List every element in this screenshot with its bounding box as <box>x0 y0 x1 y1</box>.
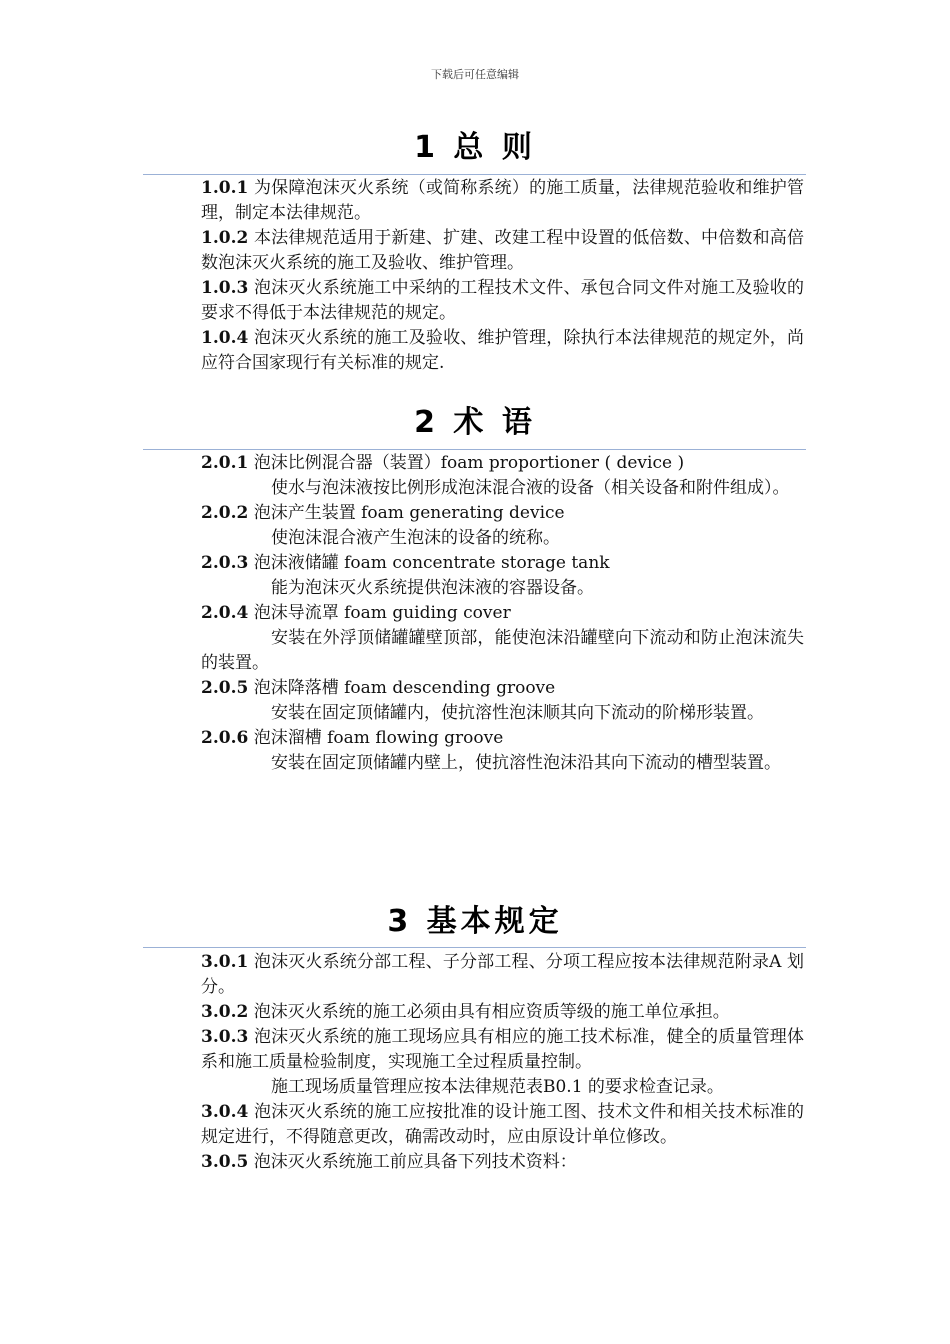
term-2-0-4-head: 2.0.4 泡沫导流罩 foam guiding cover <box>201 603 511 623</box>
clause-3-0-3: 3.0.3 泡沫灭火系统的施工现场应具有相应的施工技术标准，健全的质量管理体系和施工质量检验制度，实现施工全过程质量控制。 <box>201 1027 805 1072</box>
clause-1-0-1: 1.0.1 为保障泡沫灭火系统（或简称系统）的施工质量，法律规范验收和维护管理，制定本法律规范。 <box>201 178 805 223</box>
header-note: 下载后可任意编辑 <box>431 68 519 81</box>
term-2-0-3-desc: 能为泡沫灭火系统提供泡沫液的容器设备。 <box>271 578 594 598</box>
clause-3-0-5: 3.0.5 泡沫灭火系统施工前应具备下列技术资料： <box>201 1152 577 1172</box>
term-2-0-4-desc: 安装在外浮顶储罐罐壁顶部，能使泡沫沿罐壁向下流动和防止泡沫流失的装置。 <box>201 628 804 673</box>
term-2-0-1-head: 2.0.1 泡沫比例混合器（装置）foam proportioner ( device ) <box>201 453 685 473</box>
term-2-0-5-desc: 安装在固定顶储罐内，使抗溶性泡沫顺其向下流动的阶梯形装置。 <box>271 703 764 723</box>
clause-3-0-4: 3.0.4 泡沫灭火系统的施工应按批准的设计施工图、技术文件和相关技术标准的规定进行，不得随意更改，确需改动时，应由原设计单位修改。 <box>201 1102 805 1147</box>
section-title-3: 3 基本规定 <box>387 904 563 939</box>
section-title-1: 1 总 则 <box>414 130 536 165</box>
term-2-0-6-desc: 安装在固定顶储罐内壁上，使抗溶性泡沫沿其向下流动的槽型装置。 <box>271 753 781 773</box>
term-2-0-5-head: 2.0.5 泡沫降落槽 foam descending groove <box>201 678 556 698</box>
clause-3-0-1: 3.0.1 泡沫灭火系统分部工程、子分部工程、分项工程应按本法律规范附录A 划分。 <box>201 952 804 997</box>
section-title-2: 2 术 语 <box>414 405 536 440</box>
section-body-1 <box>201 176 804 376</box>
term-2-0-1-desc: 使水与泡沫液按比例形成泡沫混合液的设备（相关设备和附件组成）。 <box>271 478 790 498</box>
section-body-2 <box>201 451 804 776</box>
clause-3-0-3-note: 施工现场质量管理应按本法律规范表B0.1 的要求检查记录。 <box>271 1077 724 1097</box>
clause-1-0-3: 1.0.3 泡沫灭火系统施工中采纳的工程技术文件、承包合同文件对施工及验收的要求不得低于本法律规范的规定。 <box>201 278 805 323</box>
clause-3-0-2: 3.0.2 泡沫灭火系统的施工必须由具有相应资质等级的施工单位承担。 <box>201 1002 730 1022</box>
section-rule-2 <box>143 449 806 450</box>
section-rule-3 <box>143 947 806 948</box>
section-body-3 <box>201 950 804 1175</box>
term-2-0-6-head: 2.0.6 泡沫溜槽 foam flowing groove <box>201 728 504 748</box>
term-2-0-3-head: 2.0.3 泡沫液储罐 foam concentrate storage tank <box>201 553 610 573</box>
section-rule-1 <box>143 174 806 175</box>
clause-1-0-4: 1.0.4 泡沫灭火系统的施工及验收、维护管理，除执行本法律规范的规定外，尚应符合国家现行有关标准的规定. <box>201 328 805 373</box>
term-2-0-2-head: 2.0.2 泡沫产生装置 foam generating device <box>201 503 565 523</box>
clause-1-0-2: 1.0.2 本法律规范适用于新建、扩建、改建工程中设置的低倍数、中倍数和高倍数泡沫灭火系统的施工及验收、维护管理。 <box>201 228 805 273</box>
term-2-0-2-desc: 使泡沫混合液产生泡沫的设备的统称。 <box>271 528 560 548</box>
